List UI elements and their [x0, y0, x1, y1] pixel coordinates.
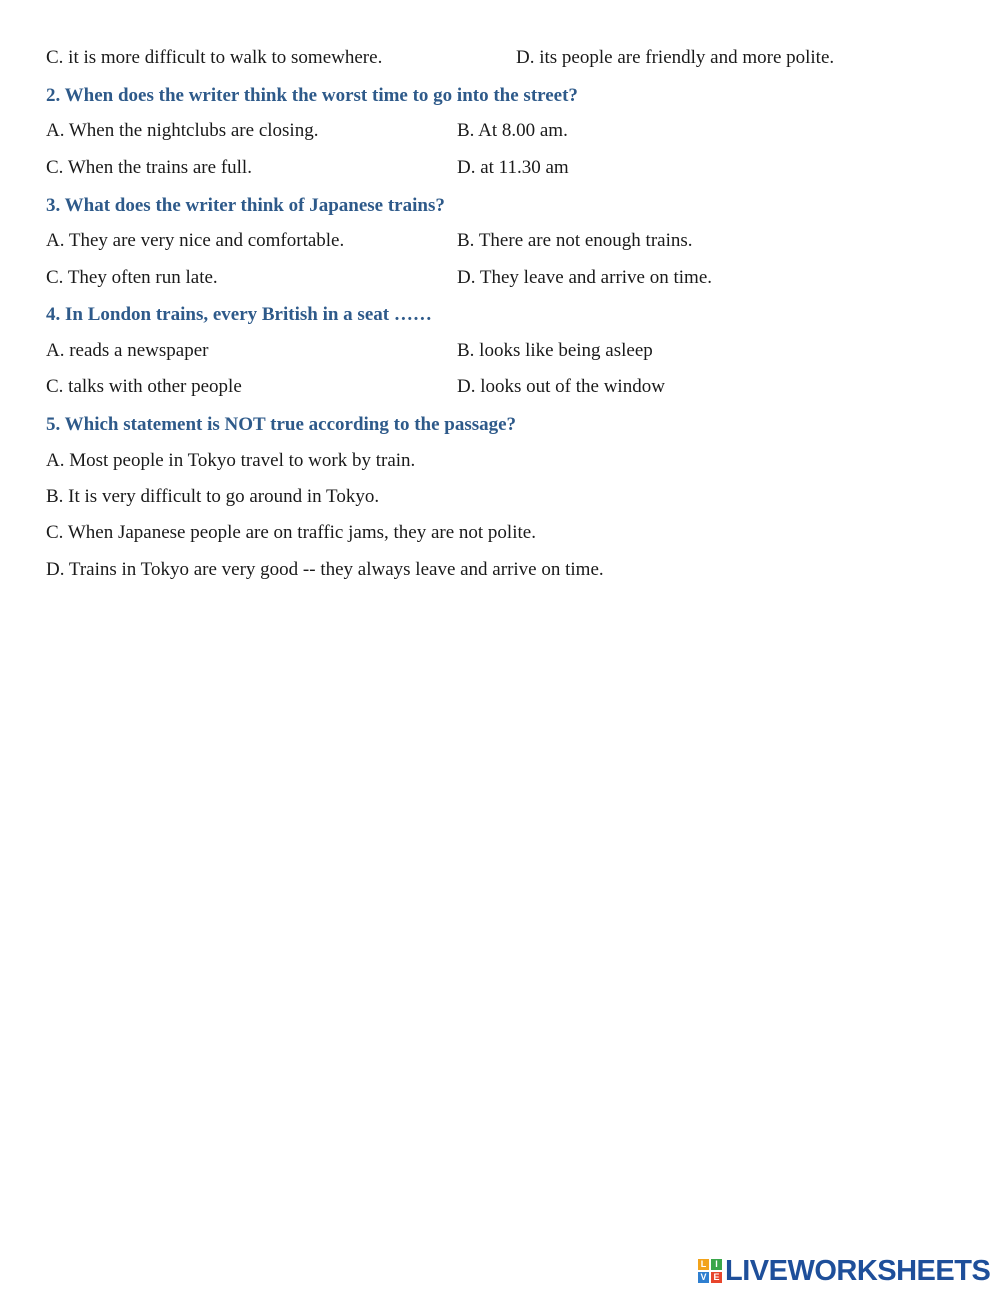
- question-2: 2. When does the writer think the worst time to go into the street?: [46, 85, 578, 106]
- q4-option-c: C. talks with other people: [46, 376, 242, 397]
- q4-option-a: A. reads a newspaper: [46, 340, 209, 361]
- q5-option-b: B. It is very difficult to go around in Tokyo.: [46, 486, 380, 507]
- q4-option-d: D. looks out of the window: [457, 376, 665, 397]
- q2-option-b: B. At 8.00 am.: [457, 120, 568, 141]
- q2-option-c: C. When the trains are full.: [46, 157, 252, 178]
- logo-text: LIVEWORKSHEETS: [725, 1255, 991, 1287]
- question-3: 3. What does the writer think of Japanese trains?: [46, 195, 445, 216]
- question-4: 4. In London trains, every British in a seat ……: [46, 304, 432, 325]
- logo-block-v: V: [698, 1272, 709, 1283]
- q5-option-d: D. Trains in Tokyo are very good -- they always leave and arrive on time.: [46, 559, 604, 580]
- logo-block-e: E: [711, 1272, 722, 1283]
- logo-block-i: I: [711, 1259, 722, 1270]
- q5-option-c: C. When Japanese people are on traffic jams, they are not polite.: [46, 522, 536, 543]
- q3-option-a: A. They are very nice and comfortable.: [46, 230, 345, 251]
- q2-option-a: A. When the nightclubs are closing.: [46, 120, 319, 141]
- q1-option-d: D. its people are friendly and more polite.: [516, 47, 835, 68]
- q1-option-c: C. it is more difficult to walk to somewhere.: [46, 47, 383, 68]
- liveworksheets-logo: [698, 1256, 990, 1286]
- q5-option-a: A. Most people in Tokyo travel to work by train.: [46, 450, 416, 471]
- logo-blocks-icon: [698, 1259, 722, 1283]
- logo-block-l: L: [698, 1259, 709, 1270]
- q2-option-d: D. at 11.30 am: [457, 157, 569, 178]
- q3-option-b: B. There are not enough trains.: [457, 230, 693, 251]
- q4-option-b: B. looks like being asleep: [457, 340, 653, 361]
- q3-option-d: D. They leave and arrive on time.: [457, 267, 712, 288]
- question-5: 5. Which statement is NOT true according to the passage?: [46, 414, 517, 435]
- q3-option-c: C. They often run late.: [46, 267, 218, 288]
